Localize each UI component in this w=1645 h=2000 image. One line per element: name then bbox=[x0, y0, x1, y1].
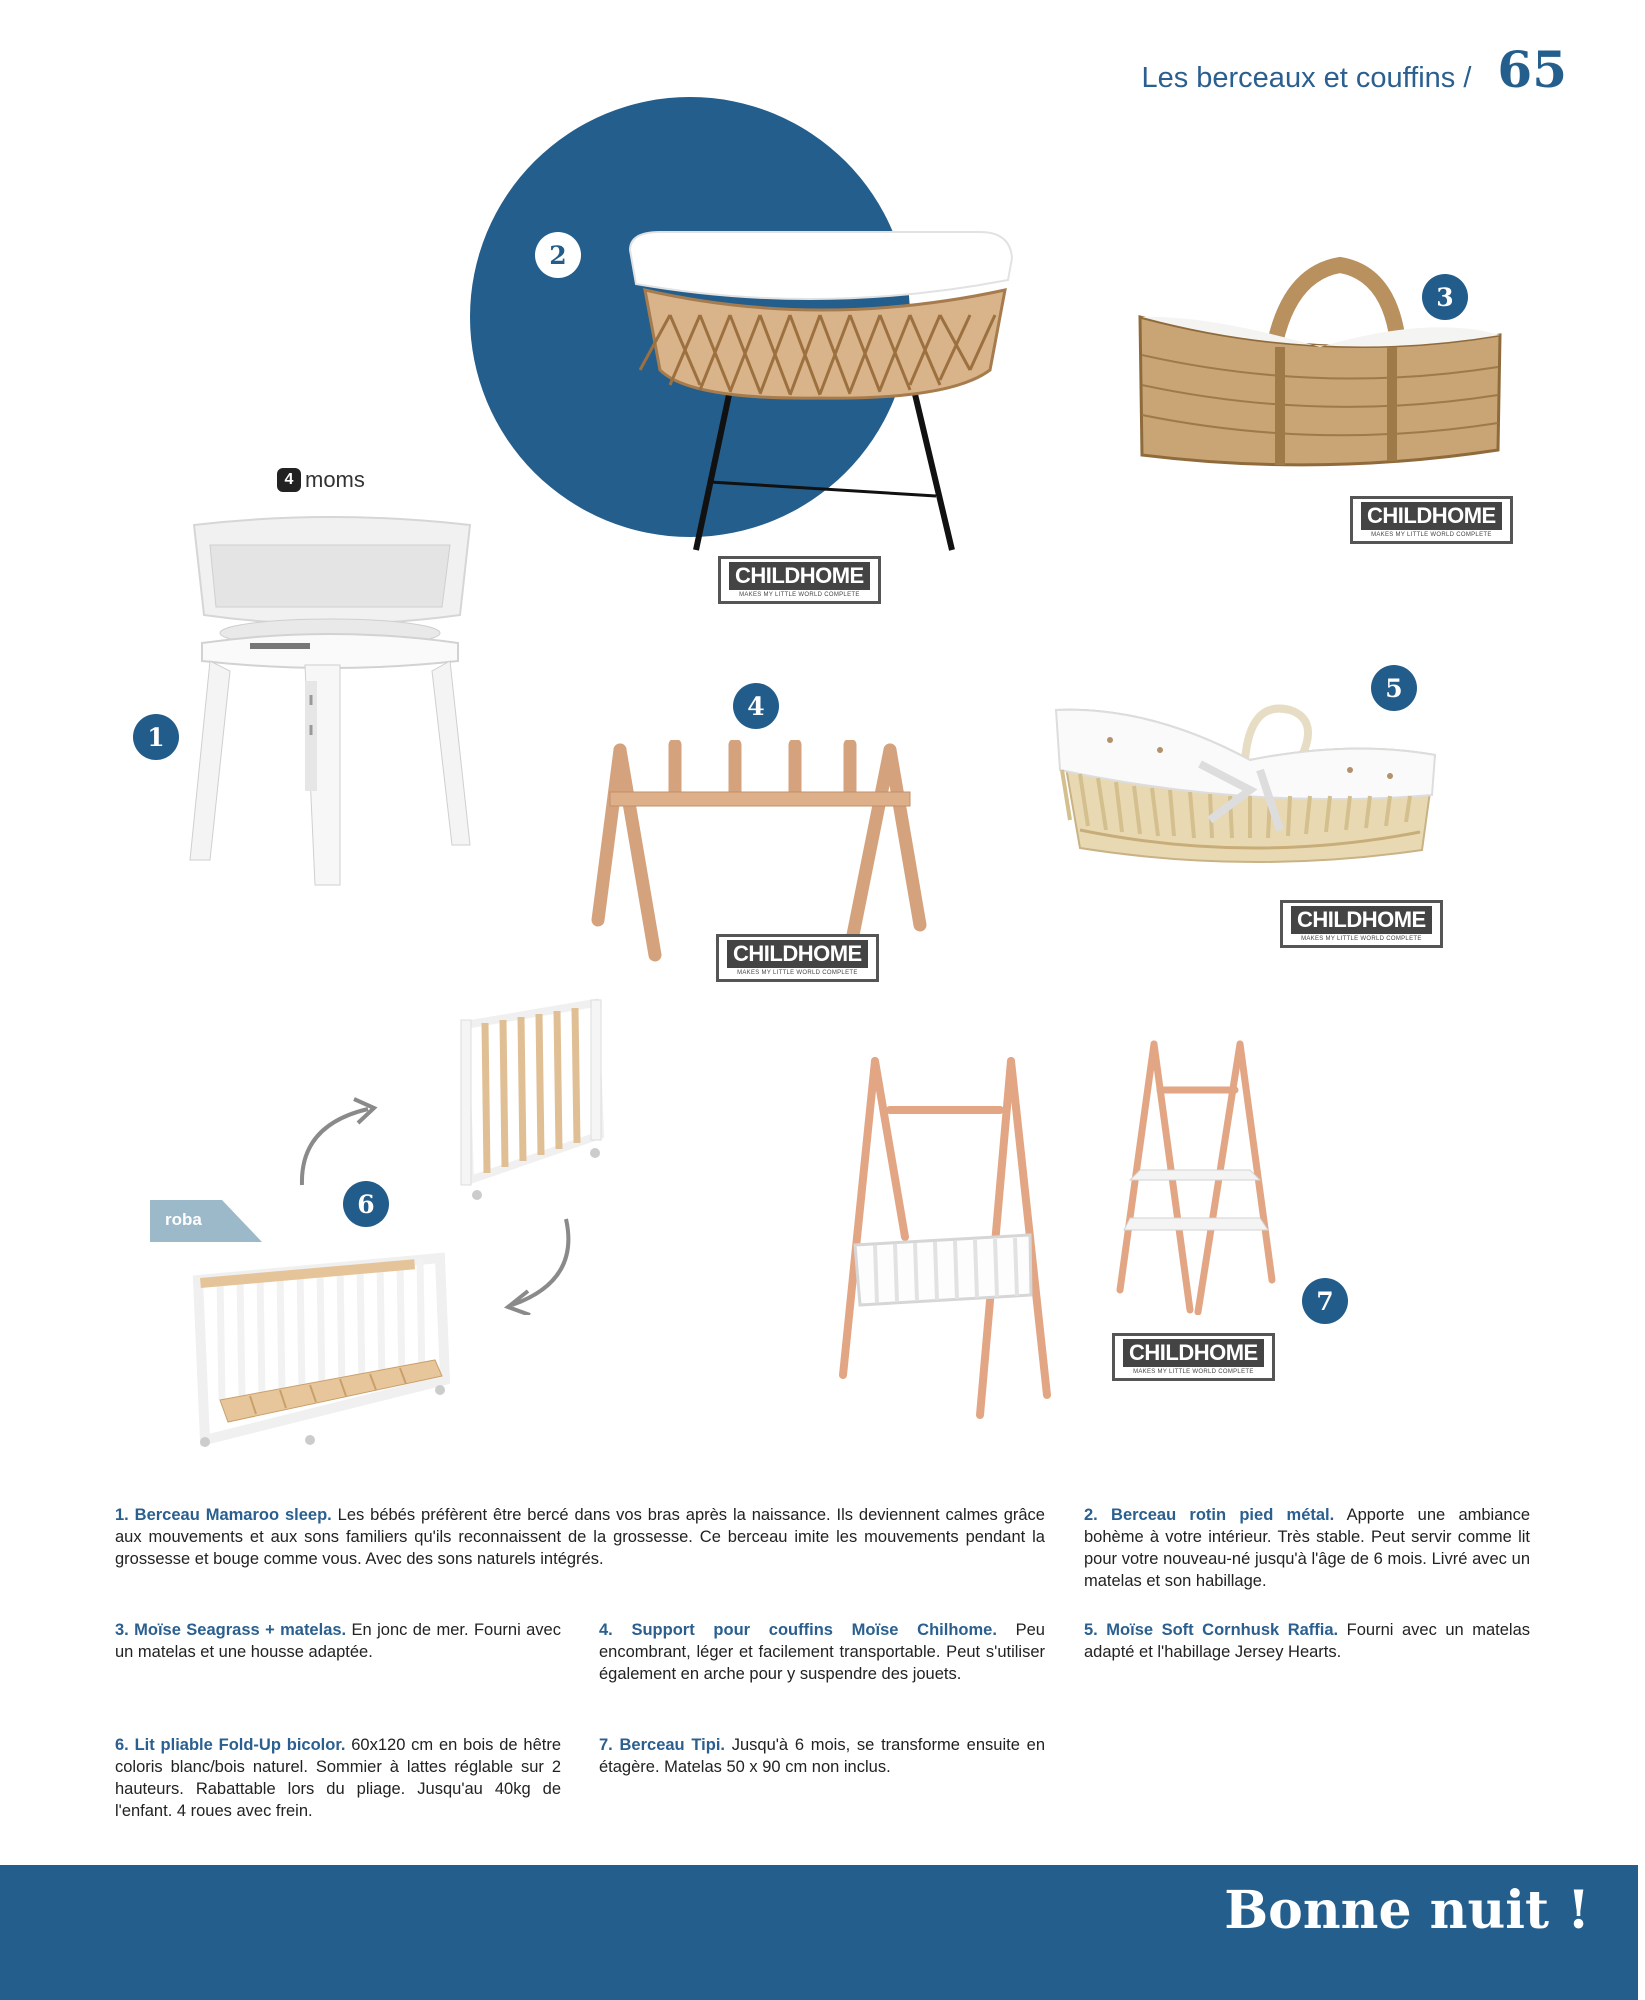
page-number: 65 bbox=[1497, 40, 1567, 99]
product-description-2: 2. Berceau rotin pied métal. Apporte une ambiance bohème à votre intérieur. Très stable. Peut servir comme lit pour votre nouveau-né jusqu'à l'âge de 6 mois. Livré avec un matelas et son habillage. bbox=[1084, 1506, 1530, 1590]
section-title: Les berceaux et couffins / bbox=[1141, 62, 1472, 94]
childhome-logo-2: CHILDHOME MAKES MY LITTLE WORLD COMPLETE bbox=[718, 556, 881, 604]
fold-arrow-up bbox=[290, 1095, 380, 1190]
childhome-logo-4: CHILDHOME MAKES MY LITTLE WORLD COMPLETE bbox=[716, 934, 879, 982]
badge-2: 2 bbox=[535, 232, 581, 278]
product-description-7: 7. Berceau Tipi. Jusqu'à 6 mois, se transforme ensuite en étagère. Matelas 50 x 90 cm non inclus. bbox=[599, 1736, 1045, 1776]
fold-arrow-down bbox=[500, 1215, 580, 1315]
badge-3: 3 bbox=[1422, 274, 1468, 320]
roba-logo: roba bbox=[165, 1210, 202, 1229]
footer-edge bbox=[1638, 1865, 1645, 2000]
product-image-2-rattan-crib bbox=[600, 220, 1030, 560]
product-image-6-folded-crib bbox=[455, 995, 605, 1210]
footer-slogan: Bonne nuit ! bbox=[1224, 1880, 1590, 1941]
product-description-5: 5. Moïse Soft Cornhusk Raffia. Fourni avec un matelas adapté et l'habillage Jersey Hearts. bbox=[1084, 1621, 1530, 1661]
badge-5: 5 bbox=[1371, 665, 1417, 711]
product-image-1-mamaroo-bassinet bbox=[180, 515, 480, 890]
childhome-logo-7: CHILDHOME MAKES MY LITTLE WORLD COMPLETE bbox=[1112, 1333, 1275, 1381]
page-header bbox=[1141, 40, 1567, 99]
product-description-1: 1. Berceau Mamaroo sleep. Les bébés préfèrent être bercé dans vos bras après la naissance. Ils deviennent calmes grâce aux mouvements et aux sons familiers qu'ils reconnaissent de la grossesse. Ce berceau imite les mouvements pendant la grossesse et bouge comme vous. Avec des sons naturels intégrés. bbox=[115, 1506, 1045, 1568]
badge-1: 1 bbox=[133, 714, 179, 760]
badge-4: 4 bbox=[733, 683, 779, 729]
product-description-4: 4. Support pour couffins Moïse Chilhome. Peu encombrant, léger et facilement transportable. Peut s'utiliser également en arche pour y suspendre des jouets. bbox=[599, 1621, 1045, 1683]
childhome-logo-3: CHILDHOME MAKES MY LITTLE WORLD COMPLETE bbox=[1350, 496, 1513, 544]
4moms-logo: 4 moms bbox=[277, 467, 365, 493]
childhome-logo-5: CHILDHOME MAKES MY LITTLE WORLD COMPLETE bbox=[1280, 900, 1443, 948]
product-image-7-tipi-crib bbox=[835, 1055, 1060, 1420]
badge-6: 6 bbox=[343, 1181, 389, 1227]
product-image-4-basket-stand bbox=[590, 740, 930, 965]
product-description-3: 3. Moïse Seagrass + matelas. En jonc de mer. Fourni avec un matelas et une housse adaptée. bbox=[115, 1621, 561, 1661]
badge-7: 7 bbox=[1302, 1278, 1348, 1324]
product-image-5-raffia-basket bbox=[1050, 700, 1440, 870]
product-image-7-tipi-shelf bbox=[1110, 1040, 1280, 1315]
product-image-6-open-crib bbox=[190, 1250, 455, 1450]
product-description-6: 6. Lit pliable Fold-Up bicolor. 60x120 cm en bois de hêtre coloris blanc/bois naturel. Sommier à lattes réglable sur 2 hauteurs. Rabattable lors du pliage. Jusqu'au 40kg de l'enfant. 4 roues avec frein. bbox=[115, 1736, 561, 1820]
